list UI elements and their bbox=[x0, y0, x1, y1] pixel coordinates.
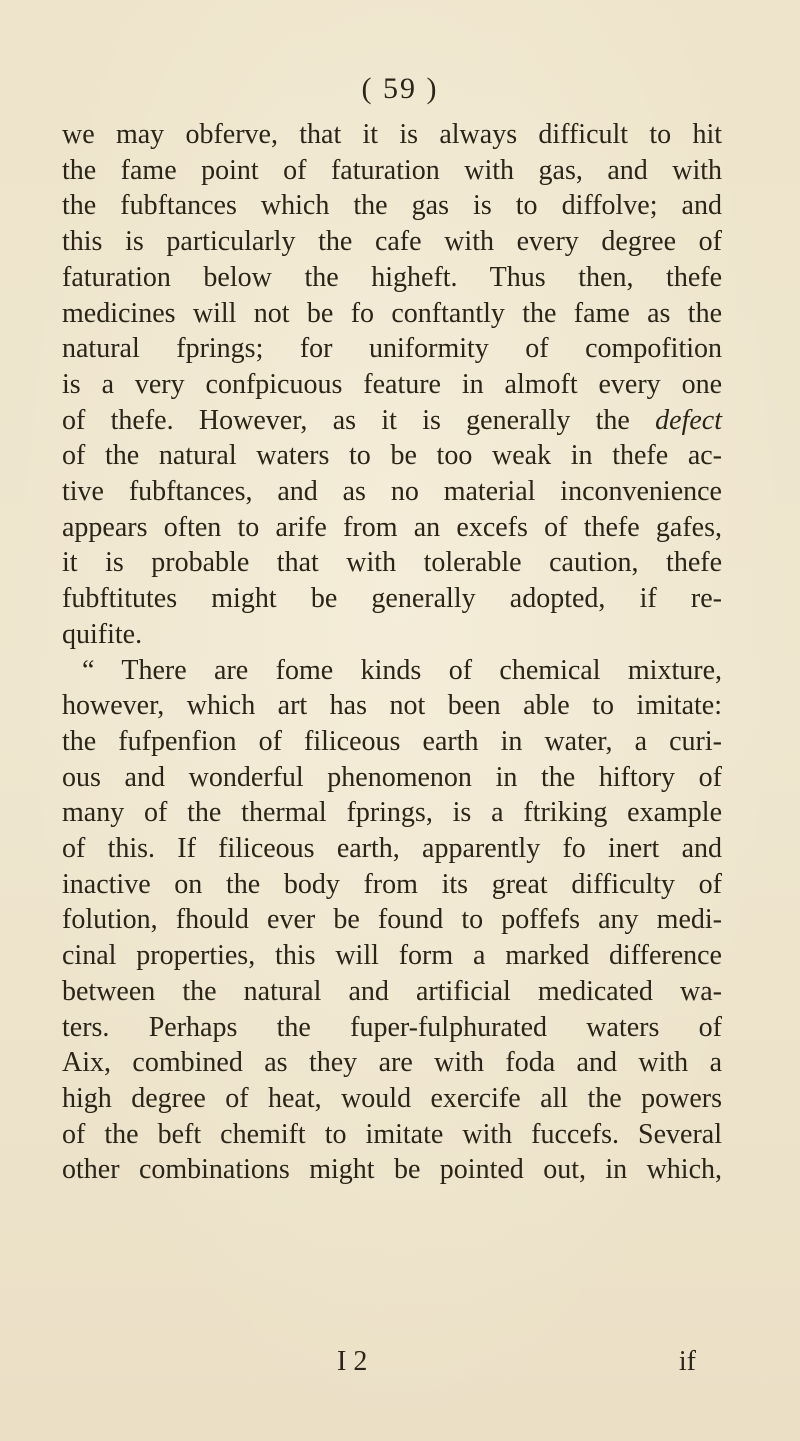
page-number: ( 59 ) bbox=[361, 72, 439, 105]
text-line: is a very confpicuous feature in almoft every one bbox=[62, 368, 722, 400]
signature-mark: I 2 bbox=[337, 1346, 368, 1377]
text-line: of the beft chemift to imitate with fuccefs. Several bbox=[62, 1118, 722, 1150]
text-line: ters. Perhaps the fuper-fulphurated waters of bbox=[62, 1011, 722, 1043]
catchword: if bbox=[678, 1346, 696, 1377]
text-line: “ There are fome kinds of chemical mixture, bbox=[82, 654, 722, 686]
text-line: cinal properties, this will form a marked difference bbox=[62, 940, 722, 972]
text-line: other combinations might be pointed out, in which, bbox=[62, 1154, 722, 1186]
text-line: of this. If filiceous earth, apparently fo inert and bbox=[62, 833, 722, 865]
text-line: Aix, combined as they are with foda and with a bbox=[62, 1047, 722, 1079]
body-text bbox=[62, 117, 722, 1188]
text-line: the fame point of faturation with gas, and with bbox=[62, 154, 722, 186]
text-line: between the natural and artificial medicated wa- bbox=[62, 975, 722, 1007]
text-line: fubftitutes might be generally adopted, if re- bbox=[62, 583, 722, 615]
text-line: faturation below the higheft. Thus then, thefe bbox=[62, 261, 722, 293]
text-line: folution, fhould ever be found to poffefs any medi- bbox=[62, 904, 722, 936]
text-line: high degree of heat, would exercife all the powers bbox=[62, 1082, 722, 1114]
text-line: the fubftances which the gas is to diffolve; and bbox=[62, 190, 722, 222]
text-line: many of the thermal fprings, is a ftriking example bbox=[62, 797, 722, 829]
text-line: of the natural waters to be too weak in thefe ac- bbox=[62, 440, 722, 472]
text-line: inactive on the body from its great difficulty of bbox=[62, 868, 722, 900]
text-line: of thefe. However, as it is generally the defect bbox=[62, 404, 722, 436]
text-line: natural fprings; for uniformity of compofition bbox=[62, 333, 722, 365]
text-line: ous and wonderful phenomenon in the hiftory of bbox=[62, 761, 722, 793]
italic-word: defect bbox=[655, 404, 722, 436]
text-line: appears often to arife from an excefs of thefe gafes, bbox=[62, 511, 722, 543]
text-line: it is probable that with tolerable caution, thefe bbox=[62, 547, 722, 579]
text-line: the fufpenfion of filiceous earth in water, a curi- bbox=[62, 725, 722, 757]
text-line: this is particularly the cafe with every degree of bbox=[62, 226, 722, 258]
text-line: quifite. bbox=[62, 618, 143, 650]
text-line: however, which art has not been able to imitate: bbox=[62, 690, 722, 722]
text-line: we may obferve, that it is always difficult to hit bbox=[62, 119, 722, 150]
text-line: tive fubftances, and as no material inconvenience bbox=[62, 476, 722, 508]
text-line: medicines will not be fo conftantly the fame as the bbox=[62, 297, 722, 329]
